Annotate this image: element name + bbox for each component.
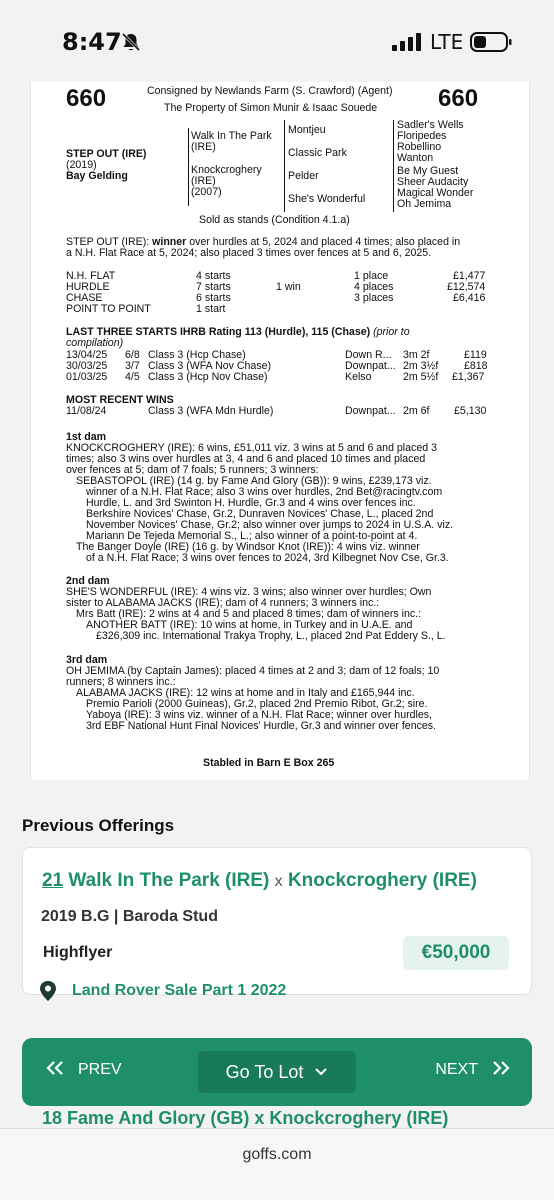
first-dam-line: times; also 3 wins over hurdles at 3, 4 and 6 and placed 10 times and placed — [66, 453, 426, 465]
third-dam-line: OH JEMIMA (by Captain James): placed 4 times at 2 and 3; dam of 12 foals; 10 — [66, 665, 440, 677]
battery-icon — [470, 32, 512, 52]
record-starts: 4 starts — [196, 270, 231, 282]
last-three-title: LAST THREE STARTS IHRB Rating 113 (Hurdle), 115 (Chase) — [66, 326, 371, 338]
stabled-note: Stabled in Barn E Box 265 — [203, 757, 335, 769]
start-dist: 2m 5½f — [403, 371, 439, 383]
consignor: Consigned by Newlands Farm (S. Crawford) (Agent) — [147, 85, 393, 97]
second-dam-line: Mrs Batt (IRE): 2 wins at 4 and 5 and placed 8 times; dam of winners inc.: — [76, 608, 422, 620]
double-chevron-right-icon — [490, 1060, 512, 1076]
lot-number-left: 660 — [66, 85, 107, 112]
location-pin-icon — [39, 981, 57, 1001]
lot-navigation-bar — [22, 1038, 532, 1106]
signal-icon — [392, 33, 422, 51]
sold-note: Sold as stands (Condition 4.1.a) — [199, 214, 350, 226]
start-dist: 3m 2f — [403, 349, 430, 361]
first-dam-line: winner of a N.H. Flat Race; also 3 wins over hurdles, 2nd Bet@racingtv.com — [86, 486, 443, 498]
previous-offerings-title: Previous Offerings — [22, 816, 175, 835]
grandsire-1: Montjeu — [288, 124, 326, 136]
next-button[interactable] — [435, 1060, 512, 1079]
second-dam-line: £326,309 inc. International Trakya Trophy, L., placed 2nd Pat Eddery S., L. — [96, 630, 446, 642]
recent-date: 11/08/24 — [66, 405, 107, 417]
previous-offering-card[interactable] — [22, 847, 532, 999]
dam-country: (IRE) — [191, 175, 216, 187]
domain-label: goffs.com — [242, 1146, 312, 1163]
start-dist: 2m 3½f — [403, 360, 439, 372]
sale-link[interactable]: Land Rover Sale Part 1 2022 — [72, 982, 287, 999]
offering-dam[interactable]: Knockcroghery (IRE) — [287, 870, 477, 891]
ggp-4: Wanton — [397, 152, 434, 164]
start-race: Class 3 (Hcp Nov Chase) — [148, 371, 268, 383]
sire-country: (IRE) — [191, 141, 216, 153]
start-prize: £818 — [464, 360, 488, 372]
recent-course: Downpat... — [345, 405, 396, 417]
catalogue-page[interactable] — [30, 82, 530, 780]
first-dam-line: Hurdle, L. and 3rd Swinton H. Hurdle, Gr.3 and 4 wins over fences inc. — [86, 497, 416, 509]
ggp-8: Oh Jemima — [397, 198, 452, 210]
first-dam-line: of a N.H. Flat Race; 3 wins over fences to 2024, 3rd Kilbegnet Nov Cse, Gr.3. — [86, 552, 449, 564]
record-places: 1 place — [354, 270, 389, 282]
lot-number-right: 660 — [438, 85, 479, 112]
grandsire-2: Classic Park — [288, 147, 347, 159]
status-time: 8:47 — [62, 28, 122, 56]
first-dam-heading: 1st dam — [66, 431, 107, 443]
recent-prize: £5,130 — [454, 405, 487, 417]
dam-name: Knockcroghery — [191, 164, 262, 176]
second-dam-line: SHE'S WONDERFUL (IRE): 4 wins viz. 3 wins; also winner over hurdles; Own — [66, 586, 432, 598]
record-amount: £1,477 — [453, 270, 486, 282]
go-to-lot-button[interactable] — [198, 1051, 356, 1093]
pedigree-bracket-2 — [284, 120, 285, 212]
summary-rest-1: over hurdles at 5, 2024 and placed 4 times; also placed in — [189, 236, 461, 248]
third-dam-heading: 3rd dam — [66, 654, 108, 666]
start-race: Class 3 (WFA Nov Chase) — [148, 360, 272, 372]
go-to-lot-label: Go To Lot — [225, 1062, 304, 1082]
offering-lot-link[interactable]: 21 — [42, 870, 64, 891]
start-date: 01/03/25 — [66, 371, 108, 383]
first-dam-line: SEBASTOPOL (IRE) (14 g. by Fame And Glory (GB)): 9 wins, £239,173 viz. — [76, 475, 432, 487]
horse-year: (2019) — [66, 159, 97, 171]
horse-sex: Bay Gelding — [66, 170, 128, 182]
record-starts: 7 starts — [196, 281, 231, 293]
recent-race: Class 3 (WFA Mdn Hurdle) — [148, 405, 274, 417]
second-dam-line: ANOTHER BATT (IRE): 10 wins at home, in Turkey and in U.A.E. and — [86, 619, 413, 631]
horse-name: STEP OUT (IRE) — [66, 148, 147, 160]
record-type: HURDLE — [66, 281, 110, 293]
start-course: Down R... — [345, 349, 392, 361]
property-line: The Property of Simon Munir & Isaac Souede — [164, 102, 378, 114]
network-label: LTE — [430, 30, 464, 54]
record-amount: £6,416 — [453, 292, 486, 304]
start-prize: £1,367 — [452, 371, 485, 383]
start-pos: 6/8 — [125, 349, 140, 361]
prev-button[interactable] — [44, 1060, 122, 1079]
third-dam-line: Premio Parioli (2000 Guineas), Gr.2, placed 2nd Premio Ribot, Gr.2; sire. — [86, 698, 428, 710]
start-course: Downpat... — [345, 360, 396, 372]
pedigree-bracket-1 — [188, 128, 189, 206]
ggp-1: Sadler's Wells — [397, 119, 464, 131]
ggp-2: Floripedes — [397, 130, 447, 142]
first-dam-line: Berkshire Novices' Chase, Gr.2, Dunraven Novices' Chase, L., placed 2nd — [86, 508, 434, 520]
start-date: 30/03/25 — [66, 360, 108, 372]
record-wins: 1 win — [276, 281, 301, 293]
record-type: POINT TO POINT — [66, 303, 151, 315]
offering-heading — [42, 870, 477, 892]
ggp-7: Magical Wonder — [397, 187, 474, 199]
offering-sire[interactable]: Walk In The Park (IRE) — [68, 870, 270, 891]
last-three-note-a: (prior to — [373, 326, 410, 338]
record-amount: £12,574 — [447, 281, 486, 293]
double-chevron-left-icon — [44, 1060, 66, 1076]
status-bar — [0, 0, 554, 82]
summary-line-2: a N.H. Flat Race at 5, 2024; also placed 3 times over fences at 5 and 6, 2025. — [66, 247, 432, 259]
summary-horse: STEP OUT (IRE): — [66, 236, 150, 248]
first-dam-line: November Novices' Chase, Gr.2; also winner over jumps to 2024 in U.S.A. viz. — [86, 519, 454, 531]
grandsire-4: She's Wonderful — [288, 193, 366, 205]
recent-dist: 2m 6f — [403, 405, 430, 417]
third-dam-line: ALABAMA JACKS (IRE): 12 wins at home and in Italy and £165,944 inc. — [76, 687, 415, 699]
browser-address-bar[interactable] — [0, 1128, 554, 1200]
offering-cross: x — [274, 873, 283, 890]
first-dam-line: over fences at 5; dam of 7 foals; 5 runners; 3 winners: — [66, 464, 319, 476]
last-three-note-b: compilation) — [66, 337, 124, 349]
record-places: 4 places — [354, 281, 394, 293]
ggp-6: Sheer Audacity — [397, 176, 469, 188]
chevron-down-icon — [314, 1067, 328, 1077]
sire-name: Walk In The Park — [191, 130, 272, 142]
dam-year: (2007) — [191, 186, 222, 198]
record-type: N.H. FLAT — [66, 270, 116, 282]
third-dam-line: Yaboya (IRE): 3 wins viz. winner of a N.H. Flat Race; winner over hurdles, — [86, 709, 432, 721]
start-pos: 4/5 — [125, 371, 140, 383]
pedigree-bracket-3 — [393, 120, 394, 212]
summary-winner: winner — [152, 236, 187, 248]
offering-details: 2019 B.G | Baroda Stud — [41, 908, 218, 925]
bell-muted-icon — [120, 31, 142, 53]
next-offering-link[interactable]: 18 Fame And Glory (GB) x Knockcroghery (IRE) — [42, 1108, 449, 1128]
offering-buyer: Highflyer — [43, 944, 113, 961]
start-prize: £119 — [464, 349, 487, 361]
start-course: Kelso — [345, 371, 372, 383]
start-date: 13/04/25 — [66, 349, 108, 361]
record-places: 3 places — [354, 292, 394, 304]
second-dam-line: sister to ALABAMA JACKS (IRE); dam of 4 runners; 3 winners inc.: — [66, 597, 380, 609]
third-dam-line: runners; 8 winners inc.: — [66, 676, 176, 688]
prev-label: PREV — [78, 1061, 122, 1078]
ggp-3: Robellino — [397, 141, 442, 153]
first-dam-line: The Banger Doyle (IRE) (16 g. by Windsor Knot (IRE)): 4 wins viz. winner — [76, 541, 420, 553]
grandsire-3: Pelder — [288, 170, 319, 182]
record-starts: 6 starts — [196, 292, 231, 304]
second-dam-heading: 2nd dam — [66, 575, 110, 587]
most-recent-heading: MOST RECENT WINS — [66, 394, 174, 406]
first-dam-line: Mariann De Tejeda Memorial S., L.; also winner of a point-to-point at 4. — [86, 530, 418, 542]
record-starts: 1 start — [196, 303, 226, 315]
price-badge: €50,000 — [403, 936, 509, 970]
ggp-5: Be My Guest — [397, 165, 459, 177]
record-type: CHASE — [66, 292, 103, 304]
next-label: NEXT — [435, 1061, 478, 1078]
start-race: Class 3 (Hcp Chase) — [148, 349, 246, 361]
first-dam-line: KNOCKCROGHERY (IRE): 6 wins, £51,011 viz. 3 wins at 5 and 6 and placed 3 — [66, 442, 437, 454]
third-dam-line: 3rd EBF National Hunt Final Novices' Hurdle, Gr.3 and winner over fences. — [86, 720, 437, 732]
start-pos: 3/7 — [125, 360, 140, 372]
